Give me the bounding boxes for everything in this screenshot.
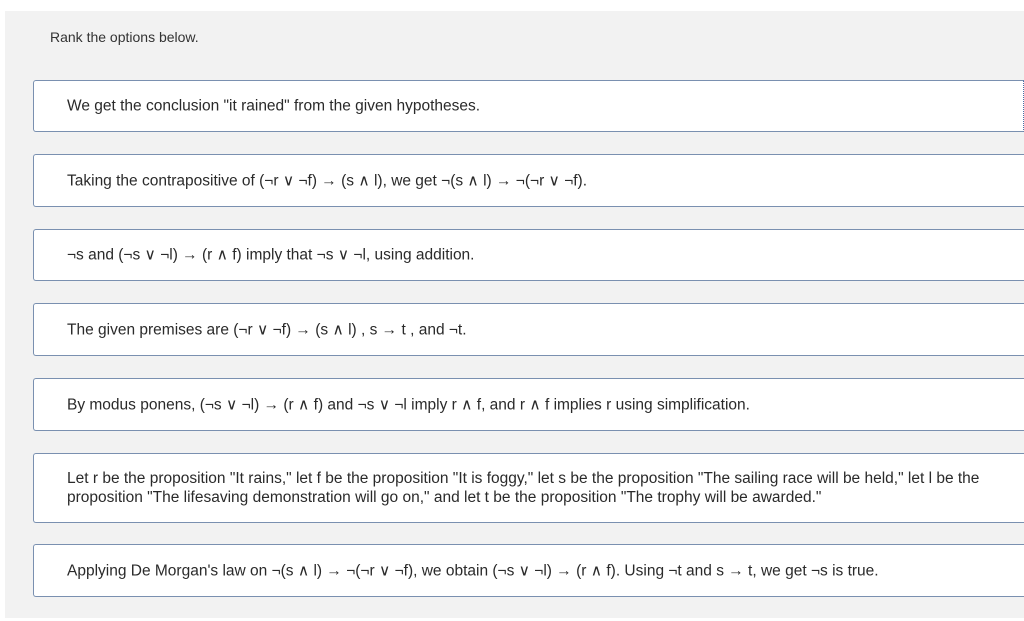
rank-option-5[interactable] (33, 378, 1024, 431)
rank-option-7[interactable] (33, 544, 1024, 597)
option-text: Applying De Morgan's law on ¬(s ∧ l) → ¬(¬r ∨ ¬f), we obtain (¬s ∨ ¬l) → (r ∧ f). Using ¬t and s → t, we get ¬s is true. (67, 562, 879, 579)
question-prompt: Rank the options below. (50, 29, 199, 45)
option-text: By modus ponens, (¬s ∨ ¬l) → (r ∧ f) and ¬s ∨ ¬l imply r ∧ f, and r ∧ f implies r using simplification. (67, 396, 750, 413)
option-text: The given premises are (¬r ∨ ¬f) → (s ∧ l) , s → t , and ¬t. (67, 321, 467, 338)
option-text: Taking the contrapositive of (¬r ∨ ¬f) → (s ∧ l), we get ¬(s ∧ l) → ¬(¬r ∨ ¬f). (67, 172, 588, 189)
rank-option-4[interactable] (33, 303, 1024, 356)
option-text: Let r be the proposition "It rains," let f be the proposition "It is foggy," let s be the proposition "The sailing race will be held," let l be the proposition "The lifesaving demonstration will go on," and let t be the proposition "The trophy will be awarded." (67, 470, 980, 506)
option-text: We get the conclusion "it rained" from the given hypotheses. (67, 97, 481, 115)
rank-option-1[interactable] (33, 80, 1024, 132)
rank-option-6[interactable] (33, 453, 1024, 523)
option-text: ¬s and (¬s ∨ ¬l) → (r ∧ f) imply that ¬s ∨ ¬l, using addition. (67, 246, 475, 264)
rank-option-3[interactable] (33, 229, 1024, 281)
rank-option-2[interactable] (33, 154, 1024, 207)
